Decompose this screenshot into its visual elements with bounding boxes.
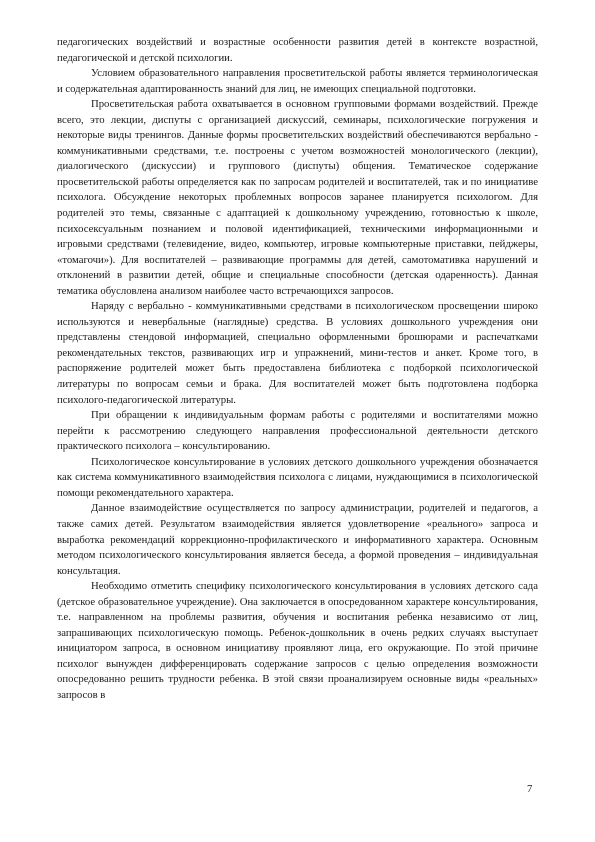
document-body — [57, 35, 538, 704]
paragraph-continuation: педагогических воздействий и возрастные особенности развития детей в контексте возрастной, педагогической и детской психологии. — [57, 36, 538, 64]
paragraph-nonverbal-means: Наряду с вербально - коммуникативными средствами в психологическом просвещении широко используются и невербальные (наглядные) средства. В условиях дошкольного учреждения они представлены стендовой информацией, специально оформленными брошюрами и распечатками рекомендательных текстов, развивающих игр и упражнений, мини-тестов и анкет. Кроме того, в распоряжение родителей может быть предоставлена библиотека с подборкой психологической литературы по вопросам семьи и брака. Для воспитателей может быть подготовлена подборка психолого-педагогической литературы. — [57, 300, 538, 406]
page-number: 7 — [527, 783, 533, 795]
paragraph-individual-forms: При обращении к индивидуальным формам работы с родителями и воспитателями можно перейти к рассмотрению следующего направления профессиональной деятельности детского практического психолога – консультированию. — [57, 409, 538, 453]
paragraph-group-forms: Просветительская работа охватывается в основном групповыми формами воздействий. Прежде всего, это лекции, диспуты с организацией дискуссий, семинары, психологические погружения и некоторые виды тренингов. Данные формы просветительских воздействий обеспечиваются вербально - коммуникативными средствами, т.е. построены с учетом возможностей монологического (лекции), диалогического (дискуссии) и группового (диспуты) общения. Тематическое содержание просветительской работы определяется как по запросам родителей и воспитателей, так и по инициативе психолога. Обсуждение некоторых проблемных вопросов заранее планируется психологом. Для родителей это темы, связанные с адаптацией к дошкольному учреждению, готовностью к школе, психосексуальным познанием и половой идентификацией, техническими информационными и игровыми средствами (телевидение, видео, компьютер, игровые компьютерные приставки, пейджеры, «томагочи»). Для воспитателей – развивающие программы для детей, самотомативка нарушений и отклонений в развитии детей, общие и специальные способности (детская одаренность). Данная тематика обусловлена анализом наиболее часто встречающихся запросов. — [57, 98, 538, 297]
paragraph-consulting-definition: Психологическое консультирование в условиях детского дошкольного учреждения обозначается как система коммуникативного взаимодействия психолога с лицами, нуждающимися в психологической помощи рекомендательного характера. — [57, 455, 538, 499]
paragraph-consulting-specifics: Необходимо отметить специфику психологического консультирования в условиях детского сада (детское образовательное учреждение). Она заключается в опосредованном характере консультирования, т.е. направленном на проблемы развития, обучения и воспитания ребенка независимо от лиц, запрашивающих психологическую помощь. Ребенок-дошкольник в очень редких случаях выступает инициатором запроса, в основном инициативу проявляют лица, его окружающие. По этой причине психолог вынужден дифференцировать содержание запросов с целью определения возможности опосредованно решить трудности ребенка. В этой связи проанализируем основные виды «реальных» запросов в — [57, 580, 538, 701]
paragraph-enlightenment-condition: Условием образовательного направления просветительской работы является терминологическая и содержательная адаптированность знаний для лиц, не имеющих специальной подготовки. — [57, 67, 538, 95]
paragraph-interaction: Данное взаимодействие осуществляется по запросу администрации, родителей и педагогов, а также самих детей. Результатом взаимодействия является удовлетворение «реального» запроса и выработка рекомендаций коррекционно-профилактического и информативного характера. Основным методом психологического консультирования является беседа, а формой проведения – индивидуальная консультация. — [57, 502, 538, 577]
